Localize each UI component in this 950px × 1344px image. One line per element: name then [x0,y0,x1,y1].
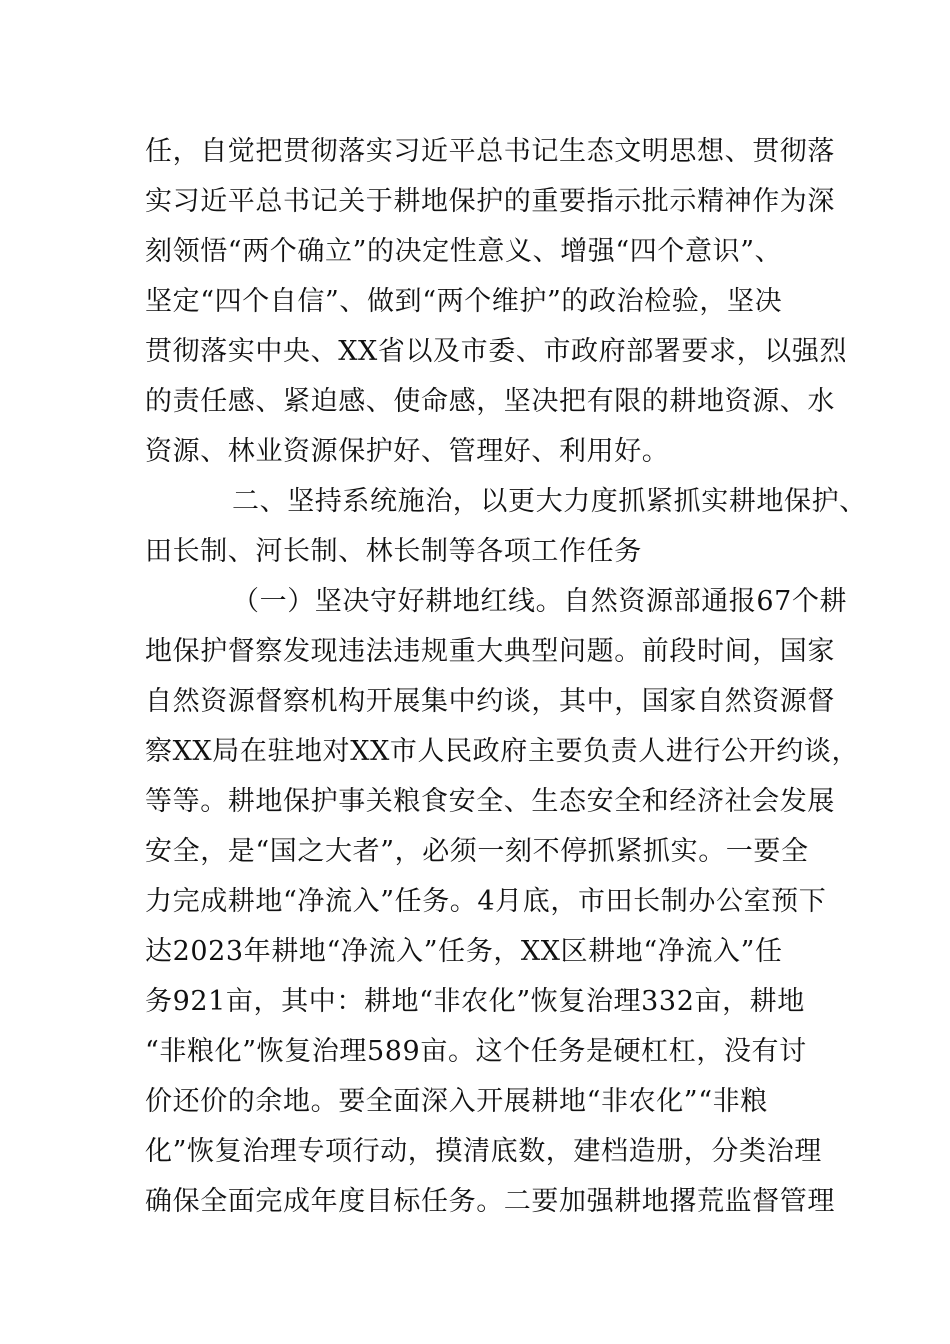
text-line: 实习近平总书记关于耕地保护的重要指示批示精神作为深 [145,186,835,217]
section-heading-line: 田长制、河长制、林长制等各项工作任务 [145,536,642,567]
text-line: 安全，是“国之大者”，必须一刻不停抓紧抓实。一要全 [145,836,809,867]
text-line: 贯彻落实中央、XX省以及市委、市政府部署要求，以强烈 [145,336,848,367]
text-line: 察XX局在驻地对XX市人民政府主要负责人进行公开约谈， [145,736,860,767]
text-line: 务921亩，其中：耕地“非农化”恢复治理332亩，耕地 [145,986,805,1017]
text-line: 的责任感、紧迫感、使命感，坚决把有限的耕地资源、水 [145,386,835,417]
text-line: 价还价的余地。要全面深入开展耕地“非农化”“非粮 [145,1086,768,1117]
text-line: 化”恢复治理专项行动，摸清底数，建档造册，分类治理 [145,1136,822,1167]
section-heading-line: 二、坚持系统施治，以更大力度抓紧抓实耕地保护、 [232,486,867,517]
text-line: “非粮化”恢复治理589亩。这个任务是硬杠杠，没有讨 [145,1036,807,1067]
text-line: 确保全面完成年度目标任务。二要加强耕地撂荒监督管理 [145,1186,835,1217]
subsection-first-line: （一）坚决守好耕地红线。自然资源部通报67个耕 [232,586,848,617]
text-line: 坚定“四个自信”、做到“两个维护”的政治检验，坚决 [145,286,783,317]
text-line: 刻领悟“两个确立”的决定性意义、增强“四个意识”、 [145,236,783,267]
text-line: 地保护督察发现违法违规重大典型问题。前段时间，国家 [145,636,835,667]
text-line: 任，自觉把贯彻落实习近平总书记生态文明思想、贯彻落 [145,136,835,167]
text-line: 自然资源督察机构开展集中约谈，其中，国家自然资源督 [145,686,835,717]
text-line: 等等。耕地保护事关粮食安全、生态安全和经济社会发展 [145,786,835,817]
text-line: 力完成耕地“净流入”任务。4月底，市田长制办公室预下 [145,886,827,917]
text-line: 达2023年耕地“净流入”任务，XX区耕地“净流入”任 [145,936,783,967]
text-line: 资源、林业资源保护好、管理好、利用好。 [145,436,670,467]
